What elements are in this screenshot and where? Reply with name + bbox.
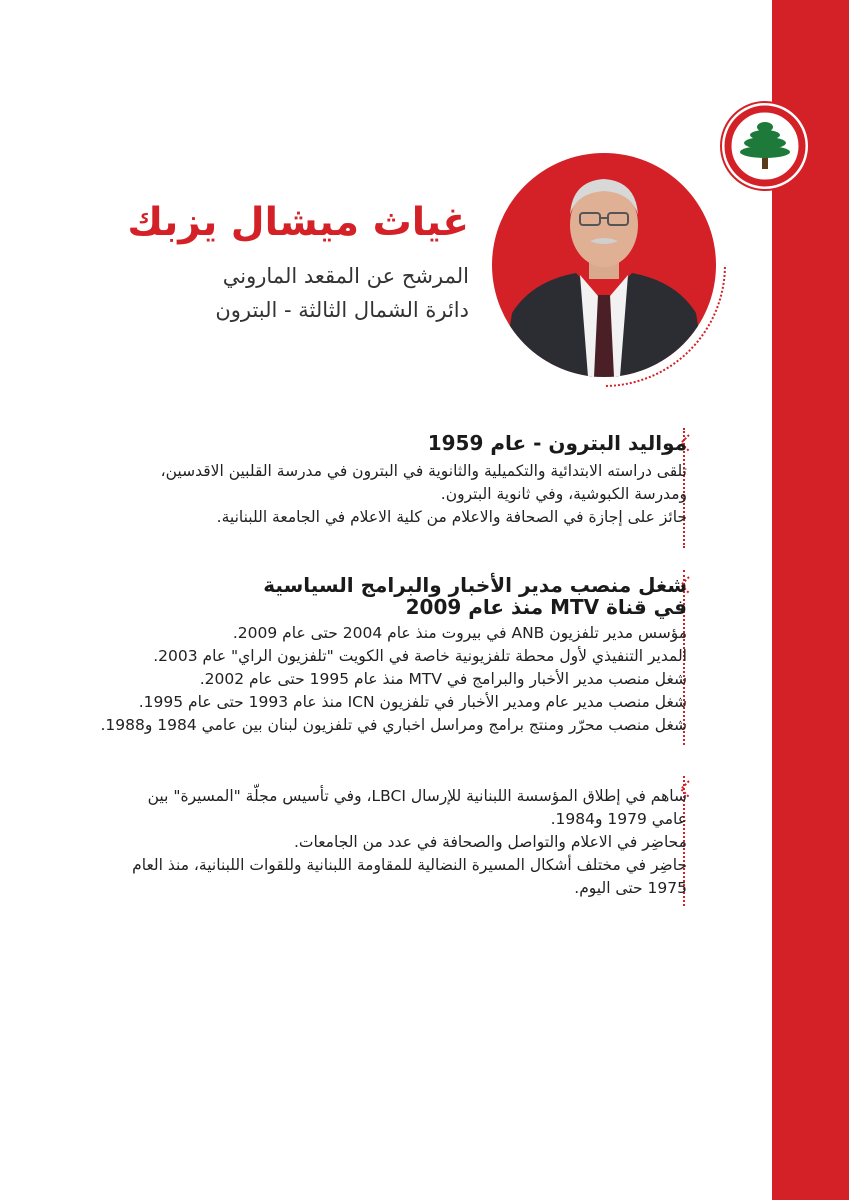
section-birth-education bbox=[67, 432, 687, 529]
section-line: شغل منصب مدير عام ومدير الأخبار في تلفزيون ICN منذ عام 1993 حتى عام 1995. bbox=[138, 693, 687, 711]
section-title: في قناة MTV منذ عام 2009 bbox=[405, 595, 687, 619]
section-title: مواليد البترون - عام 1959 bbox=[427, 431, 687, 455]
section-line: شغل منصب مدير الأخبار والبرامج في MTV منذ عام 1995 حتى عام 2002. bbox=[199, 670, 687, 688]
section-career bbox=[67, 574, 687, 737]
section-line: عامي 1979 و1984. bbox=[550, 810, 687, 828]
section-line: تلقى دراسته الابتدائية والتكميلية والثانوية في البترون في مدرسة القلبين الاقدسين، bbox=[160, 462, 687, 480]
section-line: ومدرسة الكبوشية، وفي ثانوية البترون. bbox=[440, 485, 687, 503]
candidate-district: دائرة الشمال الثالثة - البترون bbox=[215, 298, 469, 322]
section-line: 1975 حتى اليوم. bbox=[574, 879, 687, 897]
section-title: شغل منصب مدير الأخبار والبرامج السياسية bbox=[263, 573, 687, 597]
candidate-name: غياث ميشال يزبك bbox=[127, 200, 469, 245]
candidate-portrait bbox=[492, 153, 716, 377]
section-line: محاضِر في الاعلام والتواصل والصحافة في عدد من الجامعات. bbox=[293, 833, 687, 851]
section-line: حائز على إجازة في الصحافة والاعلام من كلية الاعلام في الجامعة اللبنانية. bbox=[216, 508, 687, 526]
section-contributions bbox=[67, 785, 687, 900]
section-line: المدير التنفيذي لأول محطة تلفزيونية خاصة في الكويت "تلفزيون الراي" عام 2003. bbox=[153, 647, 687, 665]
section-line: ساهم في إطلاق المؤسسة اللبنانية للإرسال LBCI، وفي تأسيس مجلّة "المسيرة" بين bbox=[147, 787, 687, 805]
section-line: مؤسس مدير تلفزيون ANB في بيروت منذ عام 2004 حتى عام 2009. bbox=[232, 624, 687, 642]
section-line: شغل منصب محرّر ومنتج برامج ومراسل اخباري في تلفزيون لبنان بين عامي 1984 و1988. bbox=[100, 716, 687, 734]
candidate-seat: المرشح عن المقعد الماروني bbox=[222, 264, 469, 288]
cedar-tree-logo-icon bbox=[720, 101, 810, 191]
section-line: حاضِر في مختلف أشكال المسيرة النضالية للمقاومة اللبنانية وللقوات اللبنانية، منذ العام bbox=[132, 856, 687, 874]
